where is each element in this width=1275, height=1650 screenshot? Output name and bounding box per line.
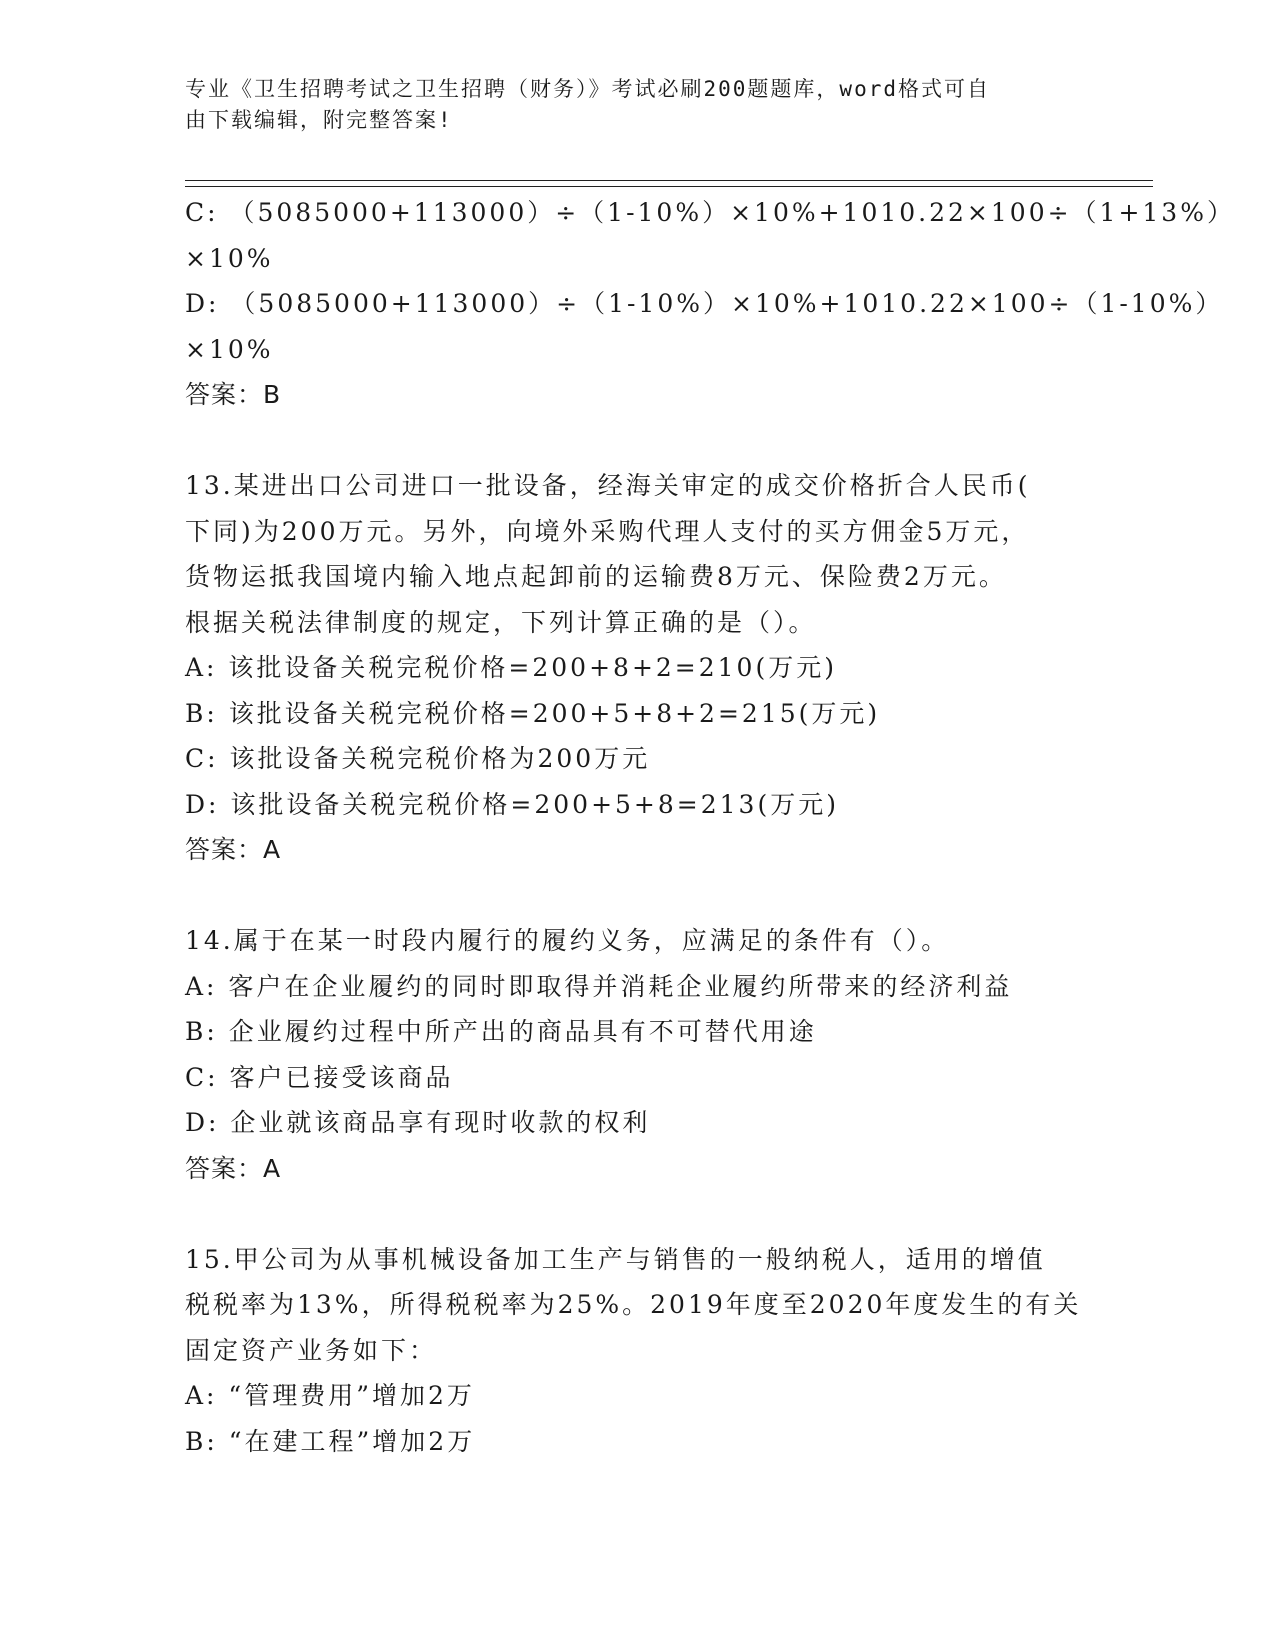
question-text: 15.甲公司为从事机械设备加工生产与销售的一般纳税人，适用的增值	[185, 1244, 1046, 1274]
question-text: 固定资产业务如下：	[185, 1335, 438, 1365]
option-d: D: 该批设备关税完税价格=200+5+8=213(万元)	[185, 789, 839, 819]
question-15	[185, 1237, 1085, 1465]
option-c: C: （5085000+113000）÷（1-10%）×10%+1010.22×100÷（1+13%）	[185, 198, 1235, 227]
question-12-continuation	[185, 190, 1235, 418]
option-b: B: 该批设备关税完税价格=200+5+8+2=215(万元)	[185, 698, 881, 728]
question-text: 14.属于在某一时段内履行的履约义务，应满足的条件有（）。	[185, 926, 950, 955]
option-b: B: 企业履约过程中所产出的商品具有不可替代用途	[185, 1017, 817, 1046]
spacer	[185, 1191, 1085, 1237]
header-divider-bottom	[185, 186, 1153, 187]
question-13	[185, 463, 1085, 873]
option-b: B: “在建工程”增加2万	[185, 1426, 476, 1456]
question-text: 根据关税法律制度的规定，下列计算正确的是（）。	[185, 607, 817, 637]
option-a: A: 该批设备关税完税价格=200+8+2=210(万元)	[185, 653, 837, 682]
spacer	[185, 418, 1085, 464]
document-header	[185, 74, 1065, 136]
question-list	[185, 190, 1235, 1464]
answer-line: 答案：B	[185, 380, 282, 409]
option-c: C: 该批设备关税完税价格为200万元	[185, 744, 651, 773]
header-divider-top	[185, 180, 1153, 181]
question-text: 税税率为13%，所得税税率为25%。2019年度至2020年度发生的有关	[185, 1290, 1082, 1319]
question-text: 13.某进出口公司进口一批设备，经海关审定的成交价格折合人民币(	[185, 471, 1031, 500]
option-c: C: 客户已接受该商品	[185, 1062, 454, 1092]
header-line-2: 由下载编辑，附完整答案!	[185, 108, 453, 132]
answer-line: 答案：A	[185, 835, 282, 864]
option-d: D: （5085000+113000）÷（1-10%）×10%+1010.22×100÷（1-10%）	[185, 289, 1224, 318]
question-14	[185, 918, 1085, 1191]
answer-line: 答案：A	[185, 1153, 282, 1183]
spacer	[185, 873, 1085, 919]
option-c-wrap: ×10%	[185, 243, 274, 273]
option-a: A: 客户在企业履约的同时即取得并消耗企业履约所带来的经济利益	[185, 971, 1013, 1001]
option-d: D: 企业就该商品享有现时收款的权利	[185, 1108, 651, 1137]
question-text: 下同)为200万元。另外，向境外采购代理人支付的买方佣金5万元，	[185, 516, 1030, 546]
question-text: 货物运抵我国境内输入地点起卸前的运输费8万元、保险费2万元。	[185, 562, 1007, 591]
option-d-wrap: ×10%	[185, 334, 274, 364]
header-line-1: 专业《卫生招聘考试之卫生招聘（财务）》考试必刷200题题库，word格式可自	[185, 77, 990, 101]
option-a: A: “管理费用”增加2万	[185, 1381, 475, 1410]
